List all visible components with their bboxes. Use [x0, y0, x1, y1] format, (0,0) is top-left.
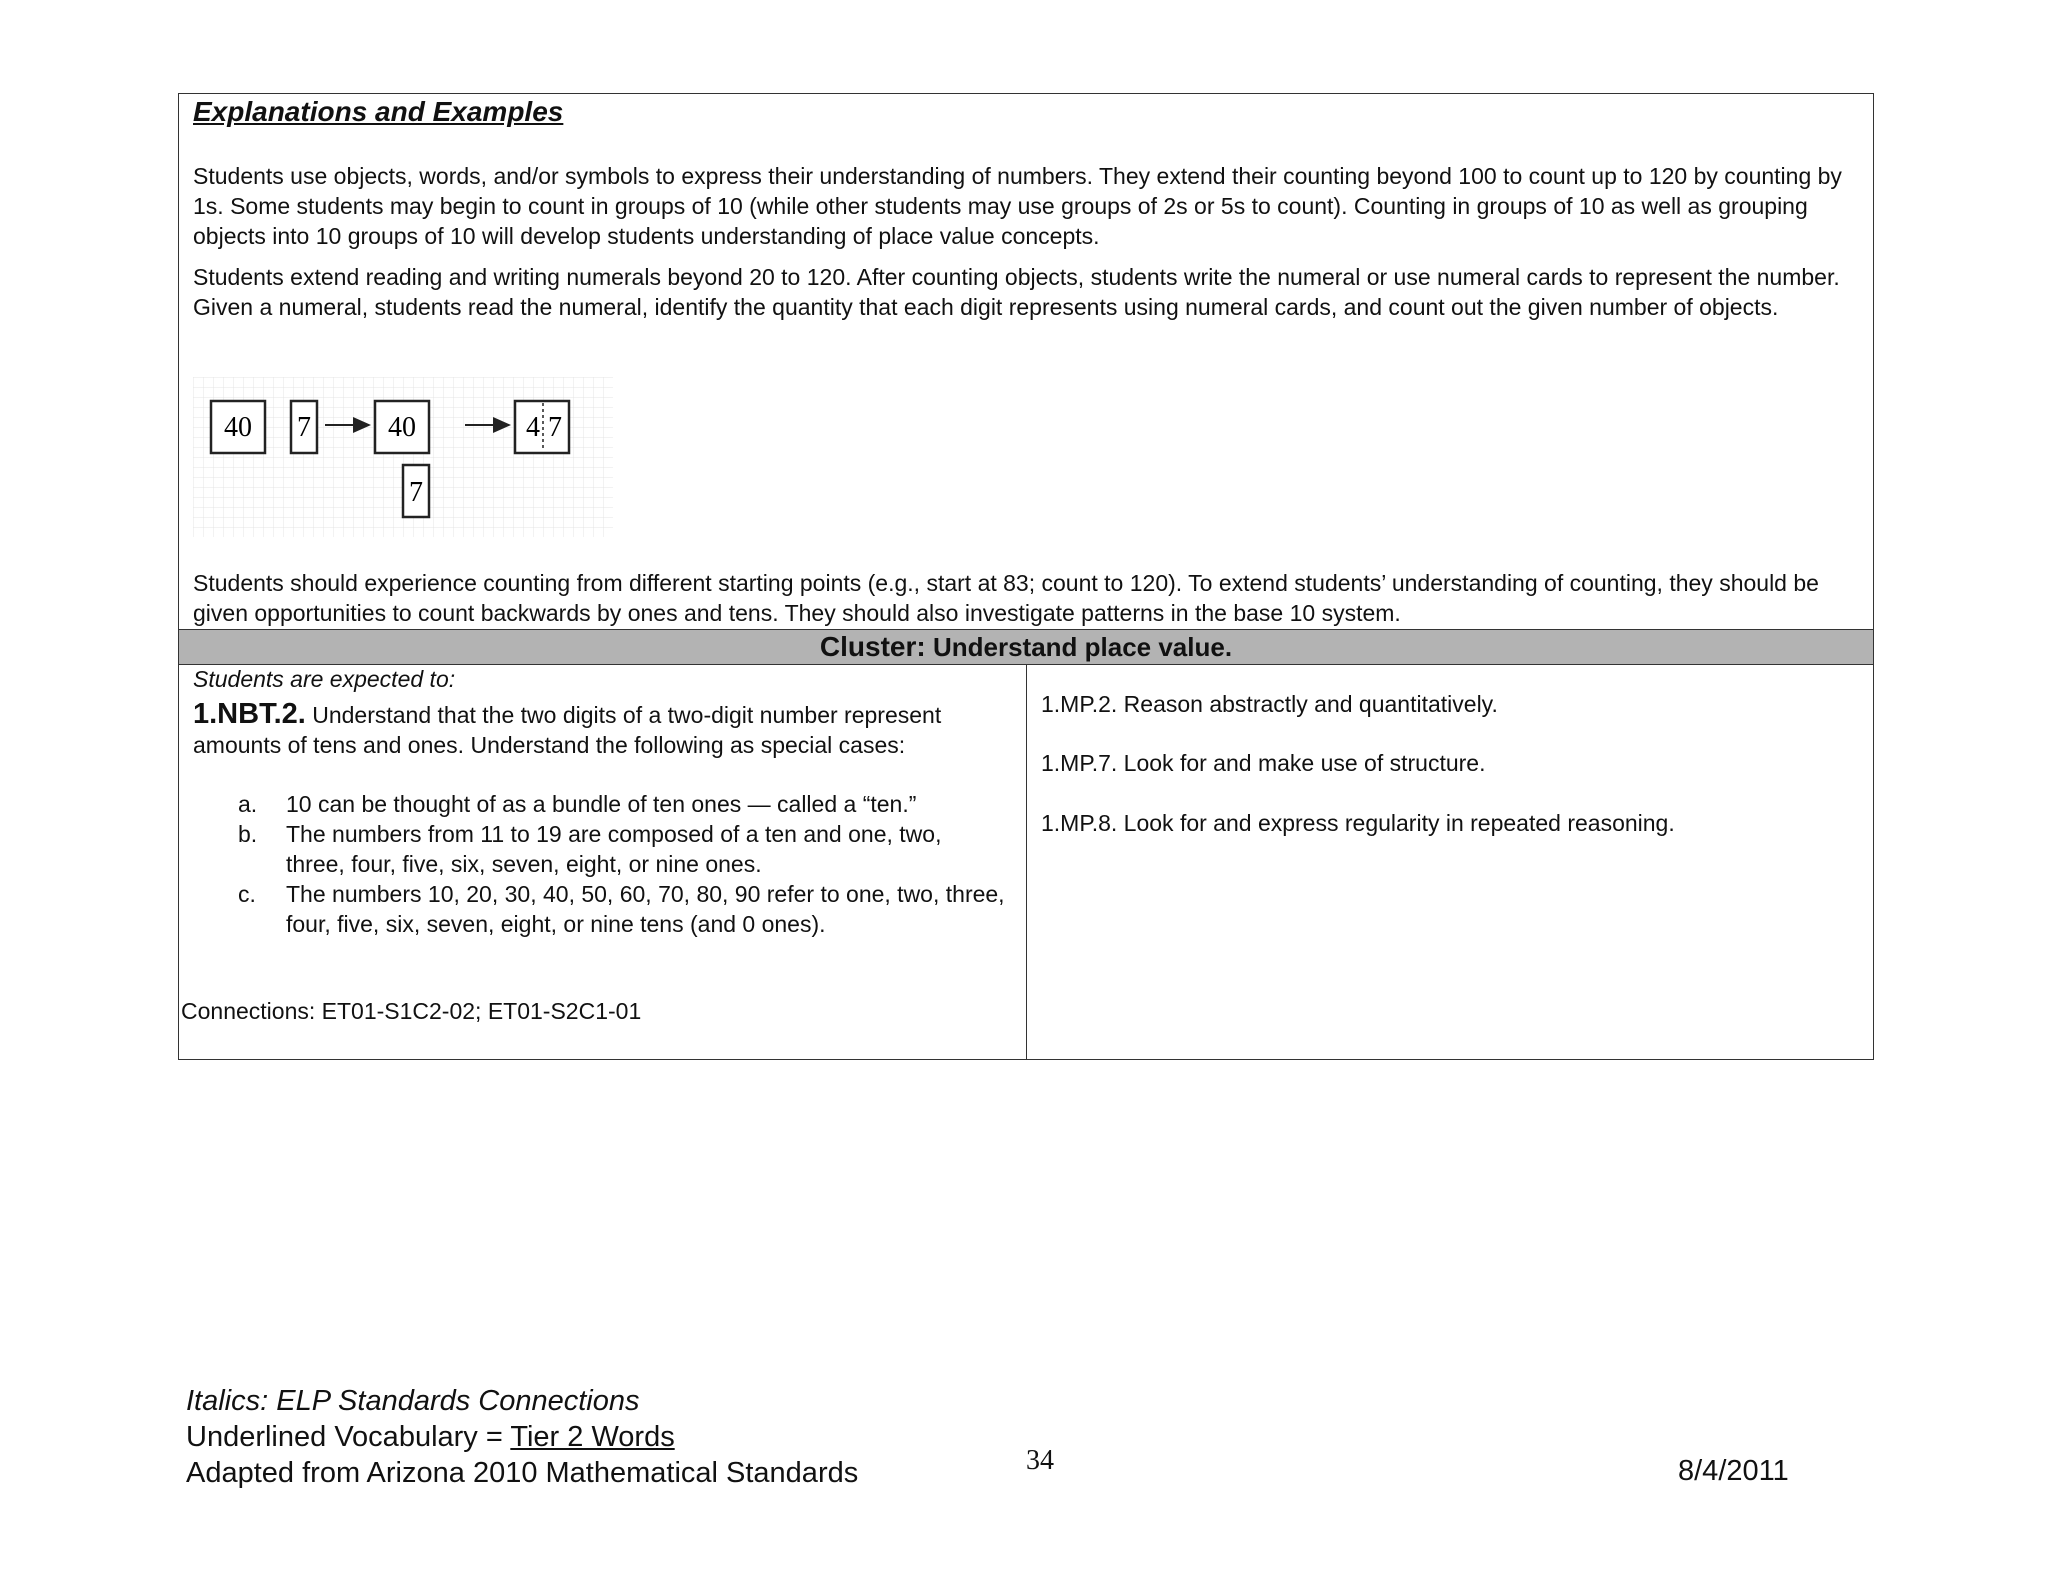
card-40-stacked-label: 40 — [388, 412, 416, 443]
practices-column — [1027, 665, 1873, 1059]
list-marker: a. — [238, 791, 258, 817]
card-7 — [291, 401, 317, 453]
list-text: The numbers 10, 20, 30, 40, 50, 60, 70, 80, 90 refer to one, two, three, four, five, six, seven, eight, or nine tens (and 0 ones). — [286, 881, 1005, 937]
footer-tier2-link: Tier 2 Words — [510, 1421, 675, 1453]
card-7-label: 7 — [297, 412, 311, 443]
cluster-title: Understand place value. — [932, 632, 1233, 662]
practice-item: 1.MP.8. Look for and express regularity in repeated reasoning. — [1041, 810, 1675, 836]
connections-text: Connections: ET01-S1C2-02; ET01-S2C1-01 — [181, 998, 642, 1024]
expected-label: Students are expected to: — [193, 666, 456, 692]
list-marker: b. — [238, 821, 258, 847]
explanations-section — [179, 94, 1873, 629]
place-value-diagram — [193, 377, 613, 537]
paragraph-2: Students extend reading and writing numerals beyond 20 to 120. After counting objects, students write the numeral or use numeral cards to represent the number. Given a numeral, students read the numeral, identify the quantity that each digit represents using numeral cards, and count out the given number of objects. — [193, 264, 1840, 320]
footer-vocabulary-note — [186, 1419, 858, 1455]
standard-description: Understand that the two digits of a two-digit number represent amounts of tens and ones. Understand the following as special cases: — [193, 702, 942, 758]
cluster-prefix: Cluster: — [819, 631, 926, 662]
list-text: 10 can be thought of as a bundle of ten ones — called a “ten.” — [286, 791, 917, 817]
card-47 — [515, 401, 569, 453]
standards-table — [178, 93, 1874, 1060]
card-7-stacked-label: 7 — [409, 477, 423, 508]
footer-notes — [186, 1383, 858, 1491]
footer-vocab-prefix: Underlined Vocabulary = — [186, 1421, 511, 1453]
list-text: The numbers from 11 to 19 are composed of a ten and one, two, three, four, five, six, seven, eight, or nine ones. — [286, 821, 942, 877]
page-number: 34 — [1026, 1445, 1054, 1476]
card-40 — [211, 401, 265, 453]
standard-text — [193, 699, 993, 760]
footer-source-note: Adapted from Arizona 2010 Mathematical Standards — [186, 1457, 859, 1489]
footer-italics-note: Italics: ELP Standards Connections — [186, 1385, 640, 1417]
practice-item: 1.MP.2. Reason abstractly and quantitatively. — [1041, 691, 1498, 717]
card-40-label: 40 — [224, 412, 252, 443]
card-47-tens: 4 — [526, 412, 540, 443]
standard-code: 1.NBT.2. — [193, 698, 306, 730]
list-marker: c. — [238, 881, 256, 907]
card-7-stacked — [403, 465, 429, 517]
footer-date: 8/4/2011 — [1678, 1455, 1789, 1487]
section-title: Explanations and Examples — [193, 96, 564, 127]
practice-item: 1.MP.7. Look for and make use of structure. — [1041, 750, 1486, 776]
cluster-header — [179, 629, 1873, 665]
standard-column — [179, 665, 1027, 1059]
paragraph-3: Students should experience counting from different starting points (e.g., start at 83; count to 120). To extend students’ understanding of counting, they should be given opportunities to count backwards by ones and tens. They should also investigate patterns in the base 10 system. — [193, 570, 1819, 626]
card-47-ones: 7 — [548, 412, 562, 443]
card-40-stacked — [375, 401, 429, 453]
paragraph-1: Students use objects, words, and/or symbols to express their understanding of numbers. They extend their counting beyond 100 to count up to 120 by counting by 1s. Some students may begin to count in groups of 10 (while other students may use groups of 2s or 5s to count). Counting in groups of 10 as well as grouping objects into 10 groups of 10 will develop students understanding of place value concepts. — [193, 163, 1842, 249]
